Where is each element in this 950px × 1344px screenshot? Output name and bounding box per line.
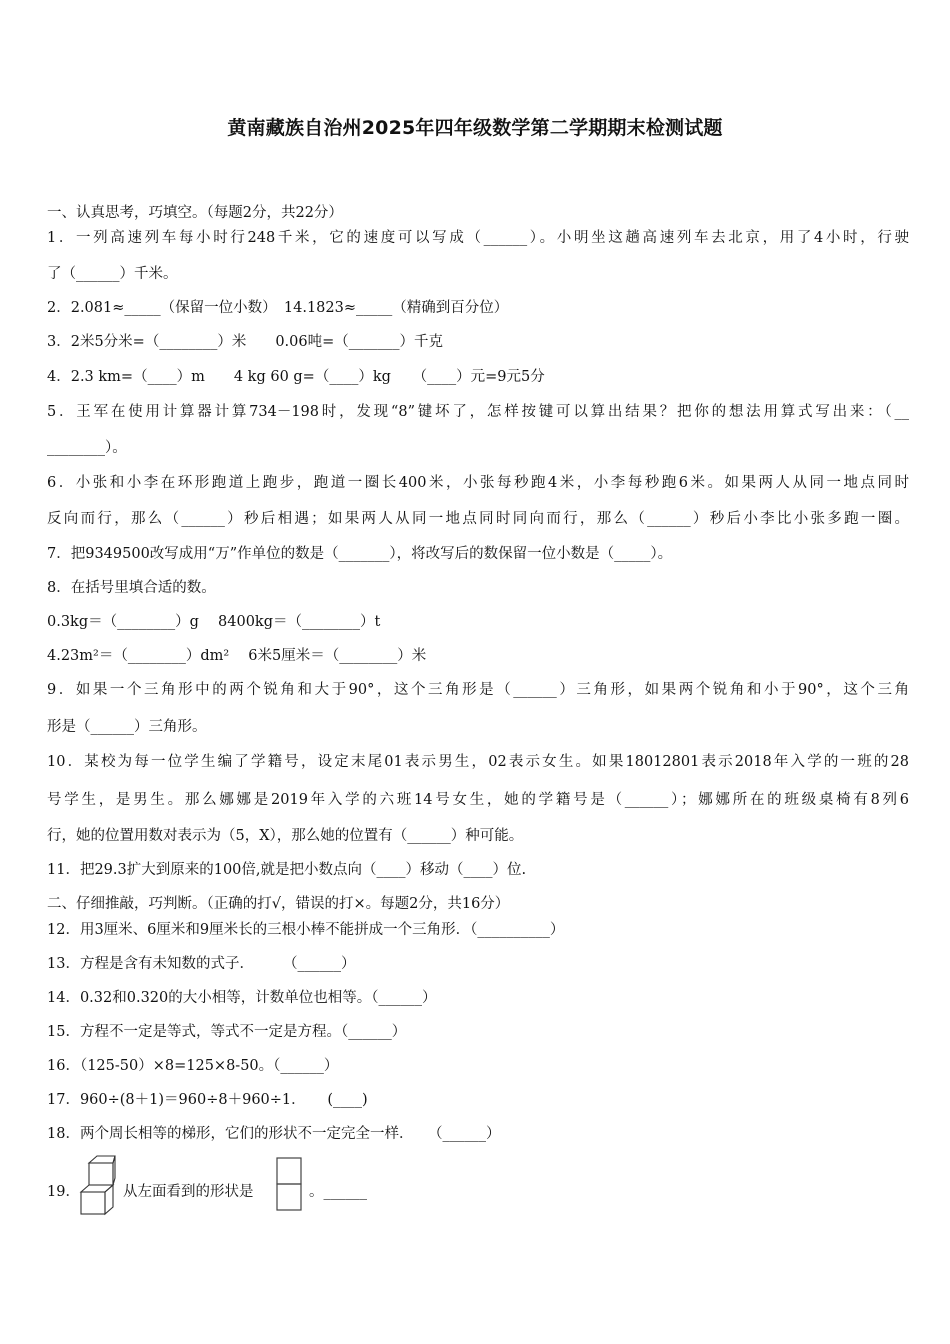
question-8-row-2: 4.23m²＝（________）dm² 6米5厘米＝（________）米 [47, 648, 427, 664]
question-12: 12．用3厘米、6厘米和9厘米长的三根小棒不能拼成一个三角形．（__________） [47, 922, 565, 938]
page-title: 黄南藏族自治州2025年四年级数学第二学期期末检测试题 [227, 117, 723, 139]
question-18: 18．两个周长相等的梯形，它们的形状不一定完全一样． （______） [47, 1126, 501, 1142]
question-1-line-2: 了（______）千米。 [47, 266, 178, 282]
question-19 [47, 1152, 467, 1222]
question-17: 17．960÷(8＋1)＝960÷8＋960÷1． (____) [47, 1092, 368, 1108]
question-14: 14．0.32和0.320的大小相等，计数单位也相等。（______） [47, 990, 437, 1006]
question-10-line-2: 号学生，是男生。那么娜娜是2019年入学的六班14号女生，她的学籍号是（______）；娜娜所在的班级桌椅有8列6 [47, 792, 909, 808]
question-19-text: 从左面看到的形状是 [123, 1184, 254, 1200]
question-9-line-1: 9．如果一个三角形中的两个锐角和大于90°，这个三角形是（______）三角形，如果两个锐角和小于90°，这个三角 [47, 682, 909, 698]
section-2-heading: 二、仔细推敲，巧判断。（正确的打√，错误的打×。每题2分，共16分） [47, 896, 510, 912]
question-8: 8．在括号里填合适的数。 [47, 580, 216, 596]
section-1-heading: 一、认真思考，巧填空。（每题2分，共22分） [47, 205, 343, 221]
question-2: 2．2.081≈_____（保留一位小数） 14.1823≈_____（精确到百分位） [47, 300, 509, 316]
question-10-line-1: 10．某校为每一位学生编了学籍号，设定末尾01表示男生，02表示女生。如果18012801表示2018年入学的一班的28 [47, 754, 909, 770]
question-9-line-2: 形是（______）三角形。 [47, 719, 207, 735]
question-11: 11．把29.3扩大到原来的100倍,就是把小数点向（____）移动（____）位. [47, 862, 527, 878]
question-15: 15．方程不一定是等式，等式不一定是方程。（______） [47, 1024, 407, 1040]
question-6-line-1: 6．小张和小李在环形跑道上跑步，跑道一圈长400米，小张每秒跑4米，小李每秒跑6米。如果两人从同一地点同时 [47, 475, 909, 491]
question-5-line-2: ________）。 [47, 440, 127, 456]
side-view-figure [275, 1156, 303, 1212]
question-8-row-1: 0.3kg＝（________）g 8400kg＝（________）t [47, 614, 381, 630]
stacked-cubes-figure [77, 1154, 119, 1216]
question-19-number: 19． [47, 1184, 80, 1200]
question-10-line-3: 行，她的位置用数对表示为（5，X），那么她的位置有（______）种可能。 [47, 828, 524, 844]
question-6-line-2: 反向而行，那么（______）秒后相遇；如果两人从同一地点同时同向而行，那么（______）秒后小李比小张多跑一圈。 [47, 511, 909, 527]
question-5-line-1: 5．王军在使用计算器计算734－198时，发现“8”键坏了，怎样按键可以算出结果？把你的想法用算式写出来：（__ [47, 404, 909, 420]
question-19-answer-blank: 。______ [309, 1184, 367, 1200]
question-13: 13．方程是含有未知数的式子． （______） [47, 956, 356, 972]
question-7: 7．把9349500改写成用“万”作单位的数是（_______），将改写后的数保留一位小数是（_____）。 [47, 546, 673, 562]
question-4: 4．2.3 km=（____）m 4 kg 60 g=（____）kg （____）元=9元5分 [47, 369, 545, 385]
question-1-line-1: 1．一列高速列车每小时行248千米，它的速度可以写成（______）。小明坐这趟高速列车去北京，用了4小时，行驶 [47, 230, 909, 246]
question-3: 3．2米5分米=（________）米 0.06吨=（_______）千克 [47, 334, 444, 350]
question-16: 16．（125-50）×8=125×8-50。（______） [47, 1058, 339, 1074]
